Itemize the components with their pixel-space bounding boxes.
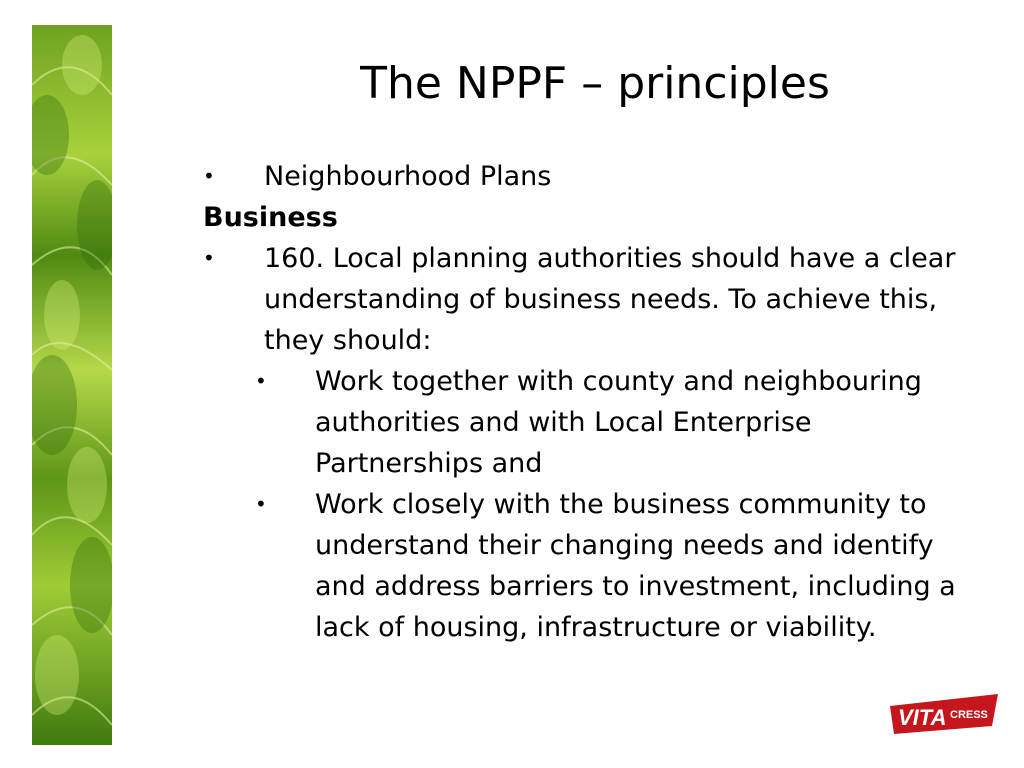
slide-body [203,156,993,648]
bullet-text: Work closely with the business community to understand their changing needs and identify and address barriers to investment, including a lack of housing, infrastructure or viability. [315,489,956,643]
lettuce-leaf-image [32,25,112,745]
bullet-item-neighbourhood-plans [203,156,993,197]
vitacress-logo [888,692,1000,736]
slide-title: The NPPF – principles [360,58,830,109]
bullet-text: 160. Local planning authorities should have a clear understanding of business needs. To achieve this, they should: [264,243,956,356]
sub-bullet-work-closely [203,484,963,648]
section-heading-business: Business [203,202,338,233]
bullet-text: Neighbourhood Plans [264,161,552,192]
lettuce-leaves-icon [32,25,112,745]
bullet-icon: • [203,246,215,270]
sub-bullet-work-together [203,361,963,484]
bullet-icon: • [203,164,215,188]
bullet-icon: • [255,369,267,393]
bullet-icon: • [255,492,267,516]
svg-text:CRESS: CRESS [950,709,988,721]
vitacress-logo-icon [888,692,1000,736]
bullet-item-160 [203,238,993,361]
svg-text:VITA: VITA [898,705,947,730]
bullet-text: Work together with county and neighbouring authorities and with Local Enterprise Partnerships and [315,366,922,479]
